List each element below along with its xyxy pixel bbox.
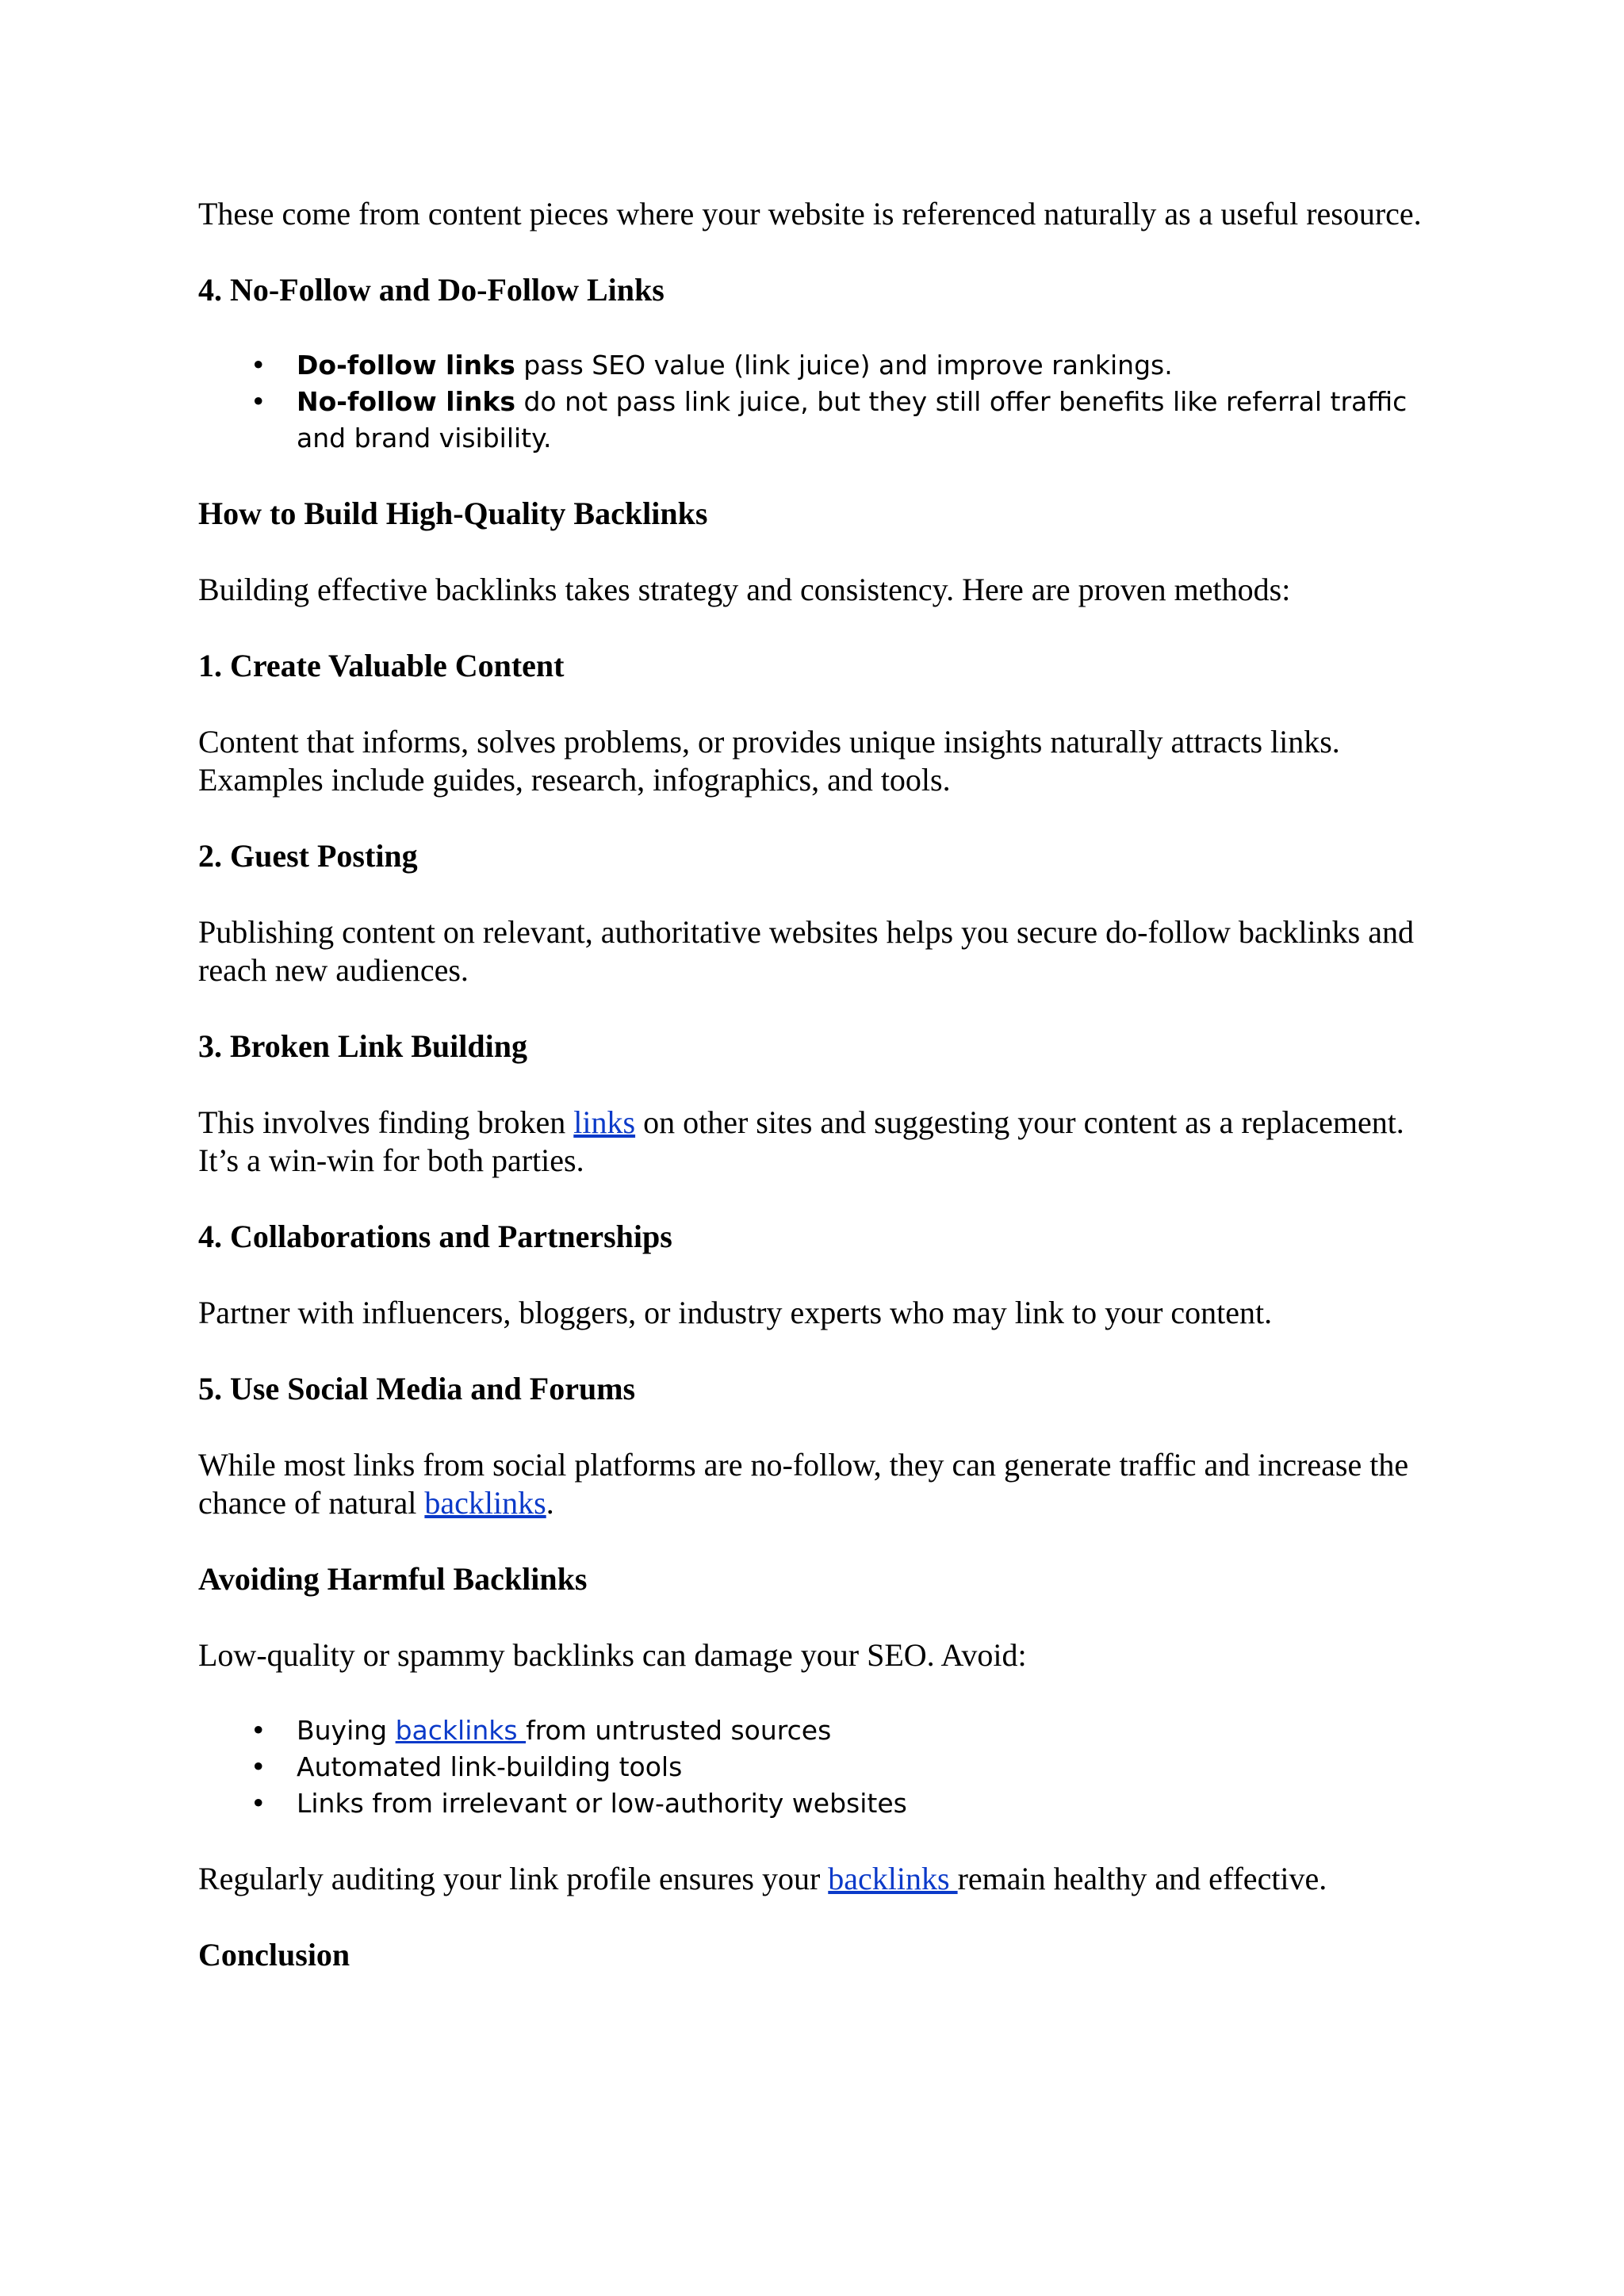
- method-5-text-before: While most links from social platforms are no-follow, they can generate traffic and increase the chance of natural: [198, 1447, 1409, 1521]
- list-item: [198, 1785, 1435, 1822]
- method-3-text: [198, 1104, 1435, 1180]
- bullet-icon: •: [251, 350, 266, 381]
- dofollow-description: pass SEO value (link juice) and improve rankings.: [515, 350, 1173, 381]
- method-3-text-before: This involves finding broken: [198, 1104, 574, 1140]
- dofollow-term: Do-follow links: [297, 350, 515, 381]
- nofollow-term: No-follow links: [297, 386, 515, 417]
- conclusion-heading: Conclusion: [198, 1937, 350, 1973]
- avoid-item-1-before: Buying: [297, 1715, 396, 1746]
- build-backlinks-intro: Building effective backlinks takes strategy and consistency. Here are proven methods:: [198, 572, 1291, 607]
- method-3-heading: 3. Broken Link Building: [198, 1028, 527, 1064]
- build-backlinks-heading: How to Build High-Quality Backlinks: [198, 496, 708, 531]
- avoid-intro: Low-quality or spammy backlinks can damage your SEO. Avoid:: [198, 1637, 1027, 1673]
- bullet-icon: •: [251, 1788, 266, 1819]
- nofollow-description: do not pass link juice, but they still offer benefits like referral traffic and brand visibility.: [297, 386, 1408, 453]
- backlinks-link[interactable]: backlinks: [424, 1485, 546, 1521]
- avoid-item-1-after: from untrusted sources: [526, 1715, 832, 1746]
- method-4-heading: 4. Collaborations and Partnerships: [198, 1219, 672, 1254]
- avoid-item-2: Automated link-building tools: [297, 1751, 683, 1782]
- document-page: [198, 195, 1435, 2012]
- link-types-list: [198, 347, 1435, 457]
- list-item-dofollow: [198, 347, 1435, 384]
- method-4-text: Partner with influencers, bloggers, or industry experts who may link to your content.: [198, 1295, 1273, 1330]
- bullet-icon: •: [251, 1751, 266, 1782]
- list-item: [198, 1749, 1435, 1785]
- method-5-text-after: .: [546, 1485, 554, 1521]
- intro-paragraph: These come from content pieces where your website is referenced naturally as a useful resource.: [198, 196, 1422, 232]
- method-2-text: Publishing content on relevant, authoritative websites helps you secure do-follow backlinks and reach new audiences.: [198, 914, 1414, 988]
- method-2-heading: 2. Guest Posting: [198, 838, 418, 874]
- avoid-heading: Avoiding Harmful Backlinks: [198, 1561, 588, 1597]
- method-1-text: Content that informs, solves problems, or provides unique insights naturally attracts links. Examples include guides, research, infographics, and tools.: [198, 724, 1340, 798]
- method-5-text: [198, 1446, 1435, 1522]
- backlinks-link[interactable]: backlinks: [828, 1861, 958, 1896]
- list-item: [198, 1712, 1435, 1749]
- list-item-nofollow: [198, 384, 1435, 457]
- backlinks-link[interactable]: backlinks: [395, 1715, 527, 1746]
- avoid-outro-after: remain healthy and effective.: [957, 1861, 1327, 1896]
- nofollow-heading: 4. No-Follow and Do-Follow Links: [198, 272, 665, 308]
- bullet-icon: •: [251, 386, 266, 417]
- avoid-item-3: Links from irrelevant or low-authority websites: [297, 1788, 907, 1819]
- avoid-list: [198, 1712, 1435, 1822]
- avoid-outro: [198, 1860, 1435, 1898]
- method-3-text-after: on other sites and suggesting your content as a replacement. It’s a win-win for both parties.: [198, 1104, 1404, 1178]
- method-5-heading: 5. Use Social Media and Forums: [198, 1371, 636, 1406]
- bullet-icon: •: [251, 1715, 266, 1746]
- avoid-outro-before: Regularly auditing your link profile ensures your: [198, 1861, 829, 1896]
- links-link[interactable]: links: [573, 1104, 636, 1140]
- method-1-heading: 1. Create Valuable Content: [198, 648, 565, 683]
